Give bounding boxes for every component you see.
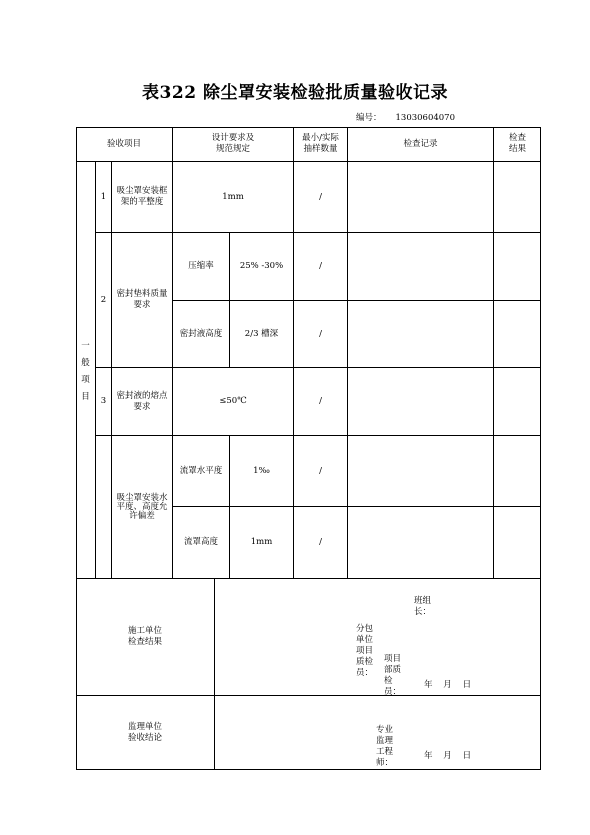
row-3-sample: /: [319, 396, 322, 406]
row-2a-req: 25% -30%: [239, 261, 284, 271]
dept-inspector-label: 项目部质检员：: [384, 654, 402, 697]
construction-date: 年 月 日: [424, 680, 472, 690]
row-2b-sample: /: [319, 328, 322, 339]
row-2b-sub: 密封液高度: [179, 328, 223, 339]
row-2-name: 密封垫料质量 要求: [116, 289, 168, 310]
row-2a-sample: /: [319, 261, 322, 271]
page-title: 表322 除尘罩安装检验批质量验收记录: [142, 83, 448, 103]
row-1-no: 1: [100, 191, 107, 202]
row-3-name: 密封液的熔点 要求: [116, 390, 168, 412]
row-2-no: 2: [100, 294, 107, 305]
record-number-value: 13030604070: [395, 113, 456, 123]
row-3-no: 3: [100, 396, 107, 406]
header-design: 设计要求及 规范规定: [211, 133, 255, 154]
row-2a-sub: 压缩率: [188, 261, 214, 271]
row-4-name: 吸尘罩安装水 平度、高度允 许偏差: [116, 492, 168, 521]
sub-inspector-label: 分包单位项目质检员：: [356, 624, 374, 678]
header-sample: 最小/实际 抽样数量: [302, 133, 339, 154]
row-4b-req: 1mm: [250, 537, 273, 547]
supervision-engineer-label: 专业监理工程师：: [376, 725, 394, 768]
row-1-sample: /: [319, 191, 322, 202]
team-leader-label: 班组长：: [414, 596, 432, 617]
row-4a-req: 1‰: [253, 465, 270, 476]
row-1-req: 1mm: [222, 191, 244, 202]
row-4b-sample: /: [319, 537, 322, 547]
header-record: 检查记录: [403, 138, 438, 149]
record-number: [356, 111, 455, 123]
row-2b-req: 2/3 槽深: [244, 328, 279, 339]
record-number-label: 编号：: [356, 113, 382, 123]
supervision-date: 年 月 日: [424, 751, 472, 761]
row-4b-sub: 流罩高度: [183, 537, 218, 547]
row-4a-sub: 流罩水平度: [179, 465, 223, 476]
supervision-label: 监理单位 验收结论: [127, 722, 162, 743]
group-label: 一 般 项 目: [81, 341, 90, 402]
header-item: 验收项目: [106, 138, 141, 149]
row-4a-sample: /: [319, 465, 322, 476]
header-result: 检查 结果: [508, 133, 526, 154]
row-3-req: ≤50℃: [219, 396, 247, 406]
row-1-name: 吸尘罩安装框 架的平整度: [116, 186, 168, 207]
construction-label: 施工单位 检查结果: [127, 626, 162, 647]
